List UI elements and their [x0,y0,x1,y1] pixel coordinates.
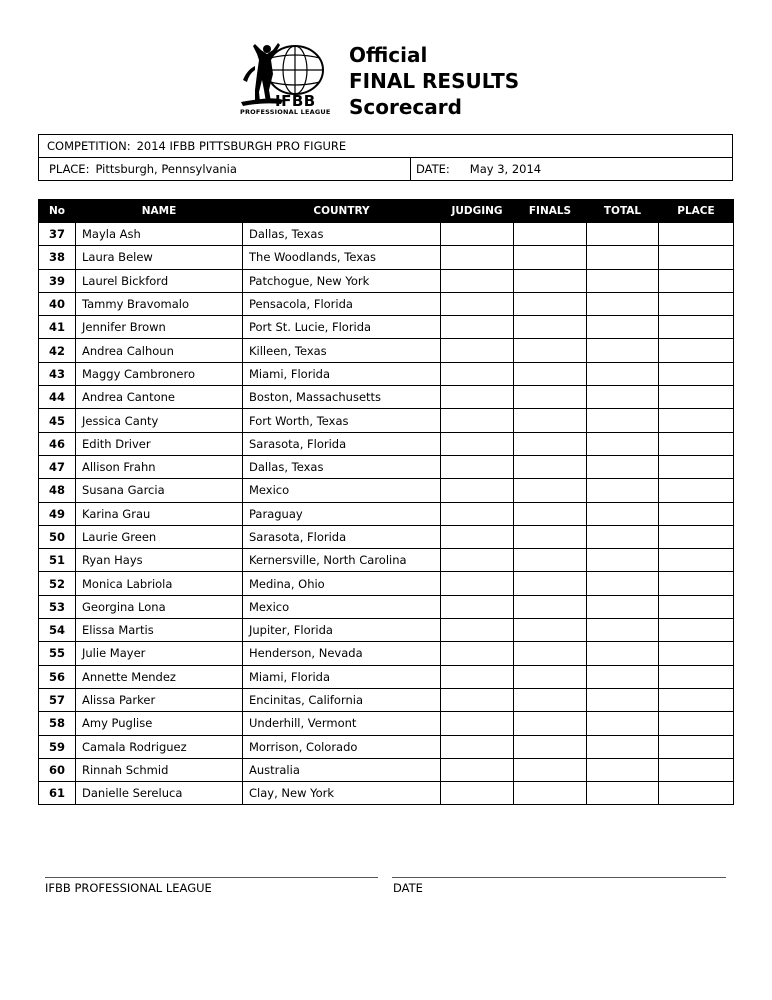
table-row [39,409,734,432]
total-score-cell[interactable] [587,409,659,432]
competitor-name: Camala Rodriguez [76,735,243,758]
competitor-name: Annette Mendez [76,665,243,688]
total-score-cell[interactable] [587,782,659,805]
place-cell[interactable] [659,642,734,665]
competitor-country: Clay, New York [243,782,441,805]
total-score-cell[interactable] [587,316,659,339]
place-cell[interactable] [659,619,734,642]
total-score-cell[interactable] [587,549,659,572]
competitor-number: 57 [39,688,76,711]
table-row [39,758,734,781]
total-score-cell[interactable] [587,688,659,711]
competitor-country: Mexico [243,479,441,502]
competitor-number: 47 [39,455,76,478]
table-row [39,595,734,618]
signature-line-league [45,877,378,878]
table-row [39,619,734,642]
competitor-number: 45 [39,409,76,432]
title-line-scorecard: Scorecard [349,95,462,119]
finals-score-cell[interactable] [514,549,587,572]
place-cell[interactable] [659,549,734,572]
judging-score-cell[interactable] [441,455,514,478]
competitor-country: Medina, Ohio [243,572,441,595]
finals-score-cell[interactable] [514,223,587,246]
competitor-number: 37 [39,223,76,246]
place-cell[interactable] [659,339,734,362]
judging-score-cell[interactable] [441,688,514,711]
table-row [39,455,734,478]
place-cell[interactable] [659,269,734,292]
table-header-row [39,200,734,223]
place-cell[interactable] [659,386,734,409]
finals-score-cell[interactable] [514,688,587,711]
table-row [39,479,734,502]
judging-score-cell[interactable] [441,362,514,385]
competitor-number: 61 [39,782,76,805]
competitor-number: 51 [39,549,76,572]
competitor-name: Rinnah Schmid [76,758,243,781]
finals-score-cell[interactable] [514,782,587,805]
finals-score-cell[interactable] [514,665,587,688]
total-score-cell[interactable] [587,502,659,525]
table-row [39,316,734,339]
table-row [39,549,734,572]
column-header-finals: FINALS [514,200,587,223]
finals-score-cell[interactable] [514,269,587,292]
place-cell[interactable] [659,758,734,781]
finals-score-cell[interactable] [514,292,587,315]
competitor-country: Sarasota, Florida [243,525,441,548]
competitor-country: Kernersville, North Carolina [243,549,441,572]
competitor-country: Miami, Florida [243,362,441,385]
competitor-name: Maggy Cambronero [76,362,243,385]
results-body [39,223,734,805]
competitor-number: 53 [39,595,76,618]
competitor-name: Danielle Sereluca [76,782,243,805]
competition-info-box [38,134,733,181]
judging-score-cell[interactable] [441,525,514,548]
table-row [39,735,734,758]
competitor-country: Mexico [243,595,441,618]
title-line-official: Official [349,43,428,67]
place-cell[interactable] [659,735,734,758]
competitor-country: Sarasota, Florida [243,432,441,455]
judging-score-cell[interactable] [441,758,514,781]
competitor-number: 46 [39,432,76,455]
judging-score-cell[interactable] [441,409,514,432]
total-score-cell[interactable] [587,339,659,362]
signature-label-league: IFBB PROFESSIONAL LEAGUE [45,881,212,895]
total-score-cell[interactable] [587,223,659,246]
table-row [39,223,734,246]
table-row [39,339,734,362]
finals-score-cell[interactable] [514,479,587,502]
judging-score-cell[interactable] [441,712,514,735]
competitor-name: Julie Mayer [76,642,243,665]
total-score-cell[interactable] [587,362,659,385]
total-score-cell[interactable] [587,712,659,735]
place-cell[interactable] [659,246,734,269]
competitor-number: 52 [39,572,76,595]
judging-score-cell[interactable] [441,479,514,502]
total-score-cell[interactable] [587,665,659,688]
competitor-number: 55 [39,642,76,665]
competitor-number: 60 [39,758,76,781]
column-header-judging: JUDGING [441,200,514,223]
judging-score-cell[interactable] [441,432,514,455]
judging-score-cell[interactable] [441,595,514,618]
finals-score-cell[interactable] [514,409,587,432]
finals-score-cell[interactable] [514,455,587,478]
signature-label-date: DATE [393,881,423,895]
competitor-name: Jessica Canty [76,409,243,432]
total-score-cell[interactable] [587,642,659,665]
competitor-country: Dallas, Texas [243,223,441,246]
competitor-number: 49 [39,502,76,525]
finals-score-cell[interactable] [514,362,587,385]
title-line-final-results: FINAL RESULTS [349,69,520,93]
table-row [39,782,734,805]
total-score-cell[interactable] [587,386,659,409]
logo-subtext: PROFESSIONAL LEAGUE [240,108,331,116]
competitor-country: Dallas, Texas [243,455,441,478]
competitor-name: Mayla Ash [76,223,243,246]
column-header-country: COUNTRY [243,200,441,223]
table-row [39,525,734,548]
logo-wordmark: IFBB [275,92,316,110]
competition-row [39,135,732,158]
date-value: May 3, 2014 [469,162,542,176]
place-cell[interactable] [659,665,734,688]
column-header-name: NAME [76,200,243,223]
competitor-number: 38 [39,246,76,269]
competitor-country: The Woodlands, Texas [243,246,441,269]
competitor-number: 41 [39,316,76,339]
finals-score-cell[interactable] [514,339,587,362]
info-divider [410,158,411,180]
competitor-name: Monica Labriola [76,572,243,595]
finals-score-cell[interactable] [514,642,587,665]
judging-score-cell[interactable] [441,223,514,246]
table-row [39,362,734,385]
competitor-number: 54 [39,619,76,642]
place-cell[interactable] [659,316,734,339]
competitor-country: Miami, Florida [243,665,441,688]
competitor-country: Pensacola, Florida [243,292,441,315]
competitor-number: 59 [39,735,76,758]
competitor-name: Andrea Cantone [76,386,243,409]
place-cell[interactable] [659,362,734,385]
competitor-name: Alissa Parker [76,688,243,711]
page-title [349,42,519,120]
competitor-name: Laura Belew [76,246,243,269]
place-cell[interactable] [659,292,734,315]
place-date-row [39,158,732,180]
competitor-country: Morrison, Colorado [243,735,441,758]
finals-score-cell[interactable] [514,432,587,455]
place-cell[interactable] [659,479,734,502]
table-row [39,246,734,269]
finals-score-cell[interactable] [514,758,587,781]
table-row [39,432,734,455]
judging-score-cell[interactable] [441,572,514,595]
judging-score-cell[interactable] [441,292,514,315]
place-cell[interactable] [659,455,734,478]
competitor-number: 50 [39,525,76,548]
place-cell[interactable] [659,525,734,548]
signature-line-date [392,877,726,878]
finals-score-cell[interactable] [514,502,587,525]
table-row [39,269,734,292]
judging-score-cell[interactable] [441,619,514,642]
competitor-number: 44 [39,386,76,409]
competitor-country: Killeen, Texas [243,339,441,362]
judging-score-cell[interactable] [441,782,514,805]
column-header-place: PLACE [659,200,734,223]
competitor-number: 43 [39,362,76,385]
column-header-total: TOTAL [587,200,659,223]
judging-score-cell[interactable] [441,642,514,665]
place-cell[interactable] [659,782,734,805]
competitor-country: Boston, Massachusetts [243,386,441,409]
total-score-cell[interactable] [587,292,659,315]
finals-score-cell[interactable] [514,525,587,548]
competitor-number: 58 [39,712,76,735]
judging-score-cell[interactable] [441,735,514,758]
finals-score-cell[interactable] [514,316,587,339]
total-score-cell[interactable] [587,432,659,455]
competitor-country: Encinitas, California [243,688,441,711]
table-row [39,665,734,688]
competitor-name: Allison Frahn [76,455,243,478]
judging-score-cell[interactable] [441,316,514,339]
place-cell[interactable] [659,502,734,525]
column-header-no: No [39,200,76,223]
total-score-cell[interactable] [587,455,659,478]
total-score-cell[interactable] [587,269,659,292]
competitor-name: Ryan Hays [76,549,243,572]
total-score-cell[interactable] [587,525,659,548]
table-row [39,712,734,735]
competitor-name: Jennifer Brown [76,316,243,339]
judging-score-cell[interactable] [441,339,514,362]
competitor-country: Underhill, Vermont [243,712,441,735]
results-table [38,199,734,805]
competitor-number: 42 [39,339,76,362]
place-cell[interactable] [659,432,734,455]
judging-score-cell[interactable] [441,665,514,688]
total-score-cell[interactable] [587,758,659,781]
competitor-name: Georgina Lona [76,595,243,618]
competition-value: 2014 IFBB PITTSBURGH PRO FIGURE [136,139,347,153]
competitor-country: Port St. Lucie, Florida [243,316,441,339]
competitor-country: Henderson, Nevada [243,642,441,665]
competitor-country: Paraguay [243,502,441,525]
place-cell[interactable] [659,712,734,735]
place-cell[interactable] [659,409,734,432]
competition-label: COMPETITION: [47,139,131,153]
date-label: DATE: [416,162,450,176]
total-score-cell[interactable] [587,595,659,618]
competitor-name: Karina Grau [76,502,243,525]
table-row [39,386,734,409]
competitor-number: 40 [39,292,76,315]
finals-score-cell[interactable] [514,572,587,595]
total-score-cell[interactable] [587,572,659,595]
competitor-number: 56 [39,665,76,688]
finals-score-cell[interactable] [514,712,587,735]
finals-score-cell[interactable] [514,386,587,409]
place-cell[interactable] [659,595,734,618]
competitor-name: Susana Garcia [76,479,243,502]
competitor-country: Fort Worth, Texas [243,409,441,432]
place-value: Pittsburgh, Pennsylvania [95,162,237,176]
place-cell[interactable] [659,572,734,595]
total-score-cell[interactable] [587,246,659,269]
competitor-number: 39 [39,269,76,292]
judging-score-cell[interactable] [441,549,514,572]
competitor-name: Elissa Martis [76,619,243,642]
competitor-name: Andrea Calhoun [76,339,243,362]
finals-score-cell[interactable] [514,595,587,618]
judging-score-cell[interactable] [441,246,514,269]
competitor-name: Laurie Green [76,525,243,548]
judging-score-cell[interactable] [441,269,514,292]
finals-score-cell[interactable] [514,246,587,269]
place-cell[interactable] [659,223,734,246]
judging-score-cell[interactable] [441,502,514,525]
table-row [39,572,734,595]
total-score-cell[interactable] [587,479,659,502]
place-cell[interactable] [659,688,734,711]
competitor-name: Amy Puglise [76,712,243,735]
table-row [39,688,734,711]
competitor-name: Tammy Bravomalo [76,292,243,315]
competitor-number: 48 [39,479,76,502]
place-label: PLACE: [49,162,90,176]
total-score-cell[interactable] [587,735,659,758]
table-row [39,502,734,525]
table-row [39,642,734,665]
competitor-name: Edith Driver [76,432,243,455]
competitor-country: Australia [243,758,441,781]
table-row [39,292,734,315]
competitor-name: Laurel Bickford [76,269,243,292]
finals-score-cell[interactable] [514,619,587,642]
competitor-country: Patchogue, New York [243,269,441,292]
judging-score-cell[interactable] [441,386,514,409]
finals-score-cell[interactable] [514,735,587,758]
total-score-cell[interactable] [587,619,659,642]
competitor-country: Jupiter, Florida [243,619,441,642]
